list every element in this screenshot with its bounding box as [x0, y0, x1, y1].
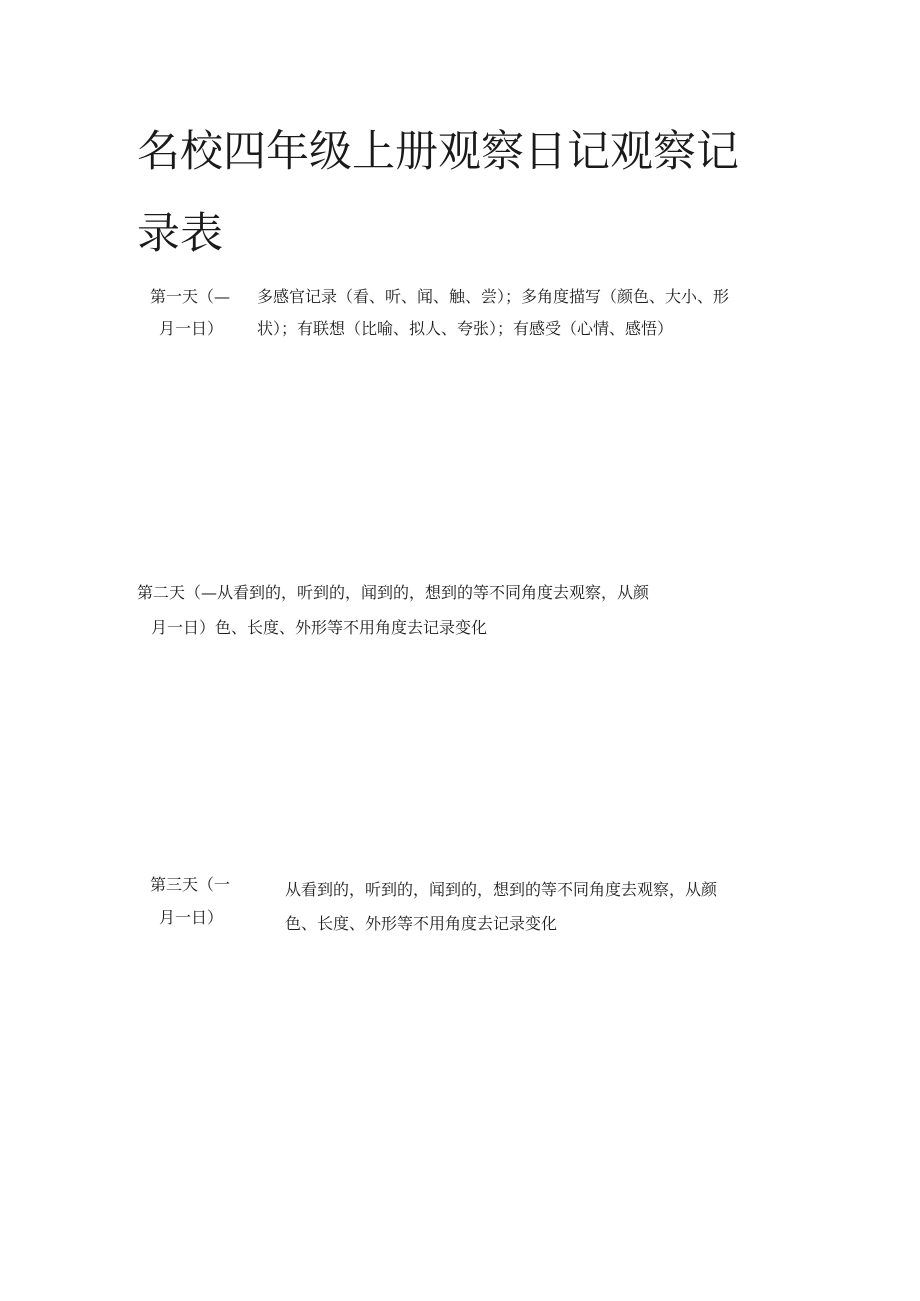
- day1-text-line-1: 多感官记录（看、听、闻、触、尝）；多角度描写（颜色、大小、形: [257, 287, 730, 306]
- day3-text-line-2: 色、长度、外形等不用角度去记录变化: [285, 914, 558, 933]
- title-line-2: 录表: [137, 209, 223, 259]
- title-line-1: 名校四年级上册观察日记观察记: [137, 127, 739, 177]
- day3-label-line-1: 第三天（一: [150, 875, 231, 894]
- day1-text-line-2: 状）；有联想（比喻、拟人、夸张）；有感受（心情、感悟）: [257, 319, 674, 338]
- day1-label-line-1: 第一天（—: [150, 287, 231, 306]
- day1-label-line-2: 月一日）: [159, 319, 224, 338]
- day3-label-line-2: 月一日）: [159, 908, 224, 927]
- day3-text-line-1: 从看到的，听到的，闻到的，想到的等不同角度去观察，从颜: [285, 880, 718, 899]
- day2-line-2: 月一日）色、长度、外形等不用角度去记录变化: [151, 618, 488, 637]
- day2-line-1: 第二天（—从看到的，听到的，闻到的，想到的等不同角度去观察，从颜: [137, 583, 650, 602]
